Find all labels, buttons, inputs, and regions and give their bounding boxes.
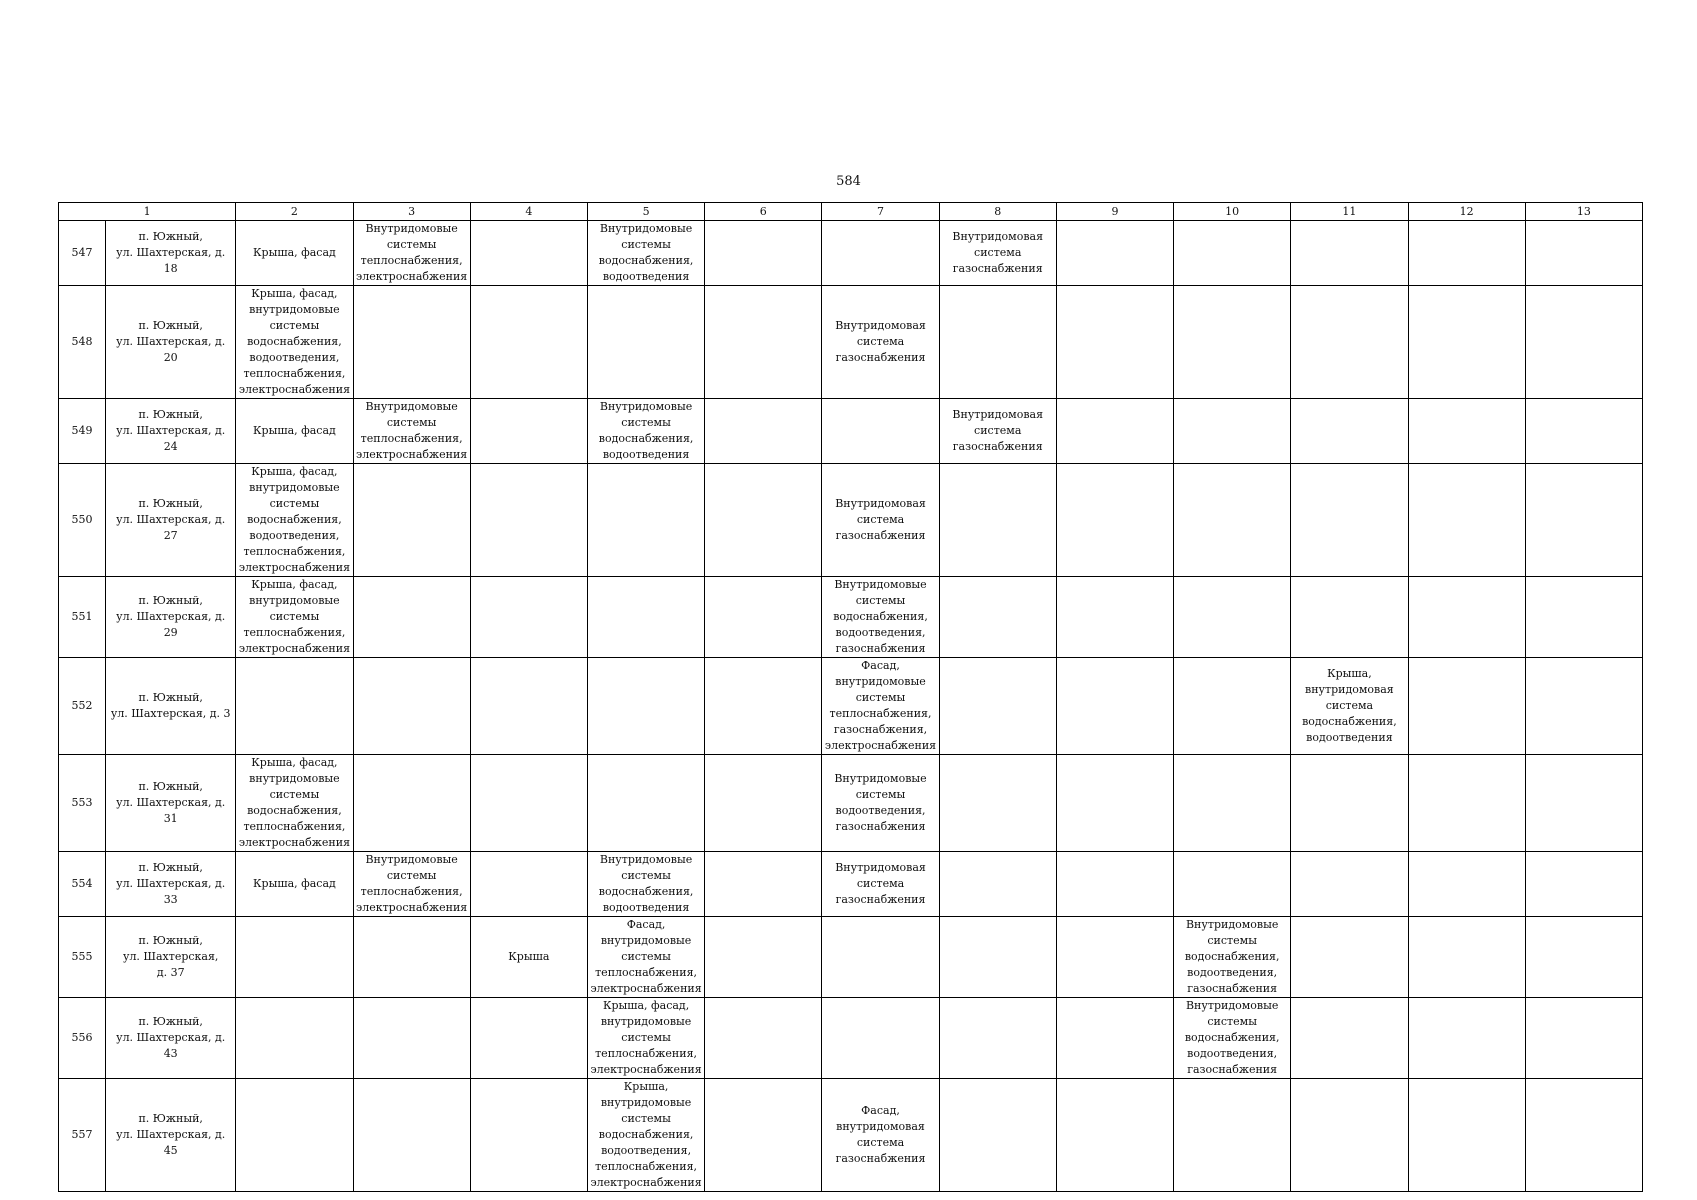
period-cell-col-6 [705,917,822,998]
period-cell-col-11 [1291,577,1408,658]
period-cell-col-9 [1056,658,1173,755]
period-cell-col-7: Фасад, внутридомовые системы теплоснабжения, газоснабжения, электроснабжения [822,658,939,755]
table-row [59,852,1643,917]
address-cell: п. Южный, ул. Шахтерская, д. 33 [106,852,236,917]
period-cell-col-2: Крыша, фасад [236,399,353,464]
period-cell-col-11 [1291,399,1408,464]
period-cell-col-9 [1056,221,1173,286]
period-cell-col-12 [1408,998,1525,1079]
period-cell-col-5: Внутридомовые системы водоснабжения, водоотведения [587,852,704,917]
period-cell-col-5: Внутридомовые системы водоснабжения, водоотведения [587,221,704,286]
period-cell-col-10 [1174,577,1291,658]
period-cell-col-6 [705,658,822,755]
period-cell-col-4 [470,399,587,464]
column-header-13: 13 [1525,203,1642,221]
address-cell: п. Южный, ул. Шахтерская, д. 31 [106,755,236,852]
period-cell-col-4 [470,577,587,658]
period-cell-col-9 [1056,998,1173,1079]
address-cell: п. Южный, ул. Шахтерская, д. 43 [106,998,236,1079]
period-cell-col-8: Внутридомовая система газоснабжения [939,399,1056,464]
period-cell-col-5 [587,464,704,577]
period-cell-col-11 [1291,755,1408,852]
period-cell-col-6 [705,852,822,917]
period-cell-col-7: Внутридомовая система газоснабжения [822,286,939,399]
period-cell-col-2: Крыша, фасад, внутридомовые системы теплоснабжения, электроснабжения [236,577,353,658]
row-number-cell: 554 [59,852,106,917]
period-cell-col-5: Крыша, фасад, внутридомовые системы теплоснабжения, электроснабжения [587,998,704,1079]
period-cell-col-9 [1056,464,1173,577]
period-cell-col-4 [470,755,587,852]
period-cell-col-13 [1525,658,1642,755]
period-cell-col-5 [587,658,704,755]
period-cell-col-9 [1056,1079,1173,1192]
period-cell-col-11: Крыша, внутридомовая система водоснабжения, водоотведения [1291,658,1408,755]
period-cell-col-3 [353,658,470,755]
period-cell-col-3: Внутридомовые системы теплоснабжения, электроснабжения [353,221,470,286]
period-cell-col-9 [1056,917,1173,998]
column-header-8: 8 [939,203,1056,221]
period-cell-col-7: Фасад, внутридомовая система газоснабжения [822,1079,939,1192]
period-cell-col-9 [1056,577,1173,658]
page-number: 584 [836,174,861,189]
period-cell-col-10 [1174,464,1291,577]
period-cell-col-3 [353,917,470,998]
table-row [59,917,1643,998]
column-header-9: 9 [1056,203,1173,221]
period-cell-col-4 [470,852,587,917]
period-cell-col-12 [1408,1079,1525,1192]
period-cell-col-3 [353,577,470,658]
period-cell-col-12 [1408,917,1525,998]
column-header-10: 10 [1174,203,1291,221]
period-cell-col-13 [1525,399,1642,464]
period-cell-col-8 [939,998,1056,1079]
period-cell-col-7 [822,221,939,286]
period-cell-col-10: Внутридомовые системы водоснабжения, водоотведения, газоснабжения [1174,998,1291,1079]
period-cell-col-9 [1056,755,1173,852]
period-cell-col-12 [1408,658,1525,755]
row-number-cell: 552 [59,658,106,755]
period-cell-col-7 [822,917,939,998]
period-cell-col-4 [470,286,587,399]
column-header-7: 7 [822,203,939,221]
period-cell-col-6 [705,464,822,577]
period-cell-col-12 [1408,399,1525,464]
period-cell-col-13 [1525,1079,1642,1192]
period-cell-col-6 [705,286,822,399]
period-cell-col-6 [705,577,822,658]
period-cell-col-13 [1525,221,1642,286]
table-row [59,399,1643,464]
address-cell: п. Южный, ул. Шахтерская, д. 27 [106,464,236,577]
period-cell-col-4 [470,998,587,1079]
period-cell-col-2: Крыша, фасад [236,852,353,917]
period-cell-col-3 [353,1079,470,1192]
period-cell-col-13 [1525,755,1642,852]
period-cell-col-13 [1525,464,1642,577]
period-cell-col-11 [1291,1079,1408,1192]
repair-schedule-table [58,202,1643,1192]
period-cell-col-6 [705,998,822,1079]
period-cell-col-12 [1408,464,1525,577]
address-cell: п. Южный, ул. Шахтерская, д. 24 [106,399,236,464]
row-number-cell: 555 [59,917,106,998]
period-cell-col-8 [939,852,1056,917]
period-cell-col-2: Крыша, фасад, внутридомовые системы водоснабжения, водоотведения, теплоснабжения, электроснабжения [236,286,353,399]
period-cell-col-10 [1174,286,1291,399]
period-cell-col-8: Внутридомовая система газоснабжения [939,221,1056,286]
period-cell-col-6 [705,1079,822,1192]
header-row [59,203,1643,221]
period-cell-col-10 [1174,755,1291,852]
table-row [59,998,1643,1079]
table-row [59,221,1643,286]
period-cell-col-2 [236,1079,353,1192]
period-cell-col-2: Крыша, фасад, внутридомовые системы водоснабжения, водоотведения, теплоснабжения, электроснабжения [236,464,353,577]
period-cell-col-13 [1525,577,1642,658]
period-cell-col-3 [353,286,470,399]
period-cell-col-6 [705,221,822,286]
address-cell: п. Южный, ул. Шахтерская, д. 3 [106,658,236,755]
period-cell-col-10 [1174,852,1291,917]
period-cell-col-10 [1174,1079,1291,1192]
period-cell-col-8 [939,917,1056,998]
period-cell-col-11 [1291,852,1408,917]
period-cell-col-5 [587,755,704,852]
period-cell-col-11 [1291,464,1408,577]
table-row [59,286,1643,399]
period-cell-col-5 [587,286,704,399]
row-number-cell: 556 [59,998,106,1079]
period-cell-col-12 [1408,221,1525,286]
period-cell-col-2 [236,658,353,755]
table-row [59,658,1643,755]
period-cell-col-4 [470,658,587,755]
period-cell-col-5 [587,577,704,658]
period-cell-col-12 [1408,852,1525,917]
table-row [59,1079,1643,1192]
period-cell-col-4 [470,464,587,577]
address-cell: п. Южный, ул. Шахтерская, д. 29 [106,577,236,658]
column-header-6: 6 [705,203,822,221]
period-cell-col-13 [1525,998,1642,1079]
row-number-cell: 549 [59,399,106,464]
period-cell-col-3 [353,998,470,1079]
row-number-cell: 551 [59,577,106,658]
table-body [59,221,1643,1192]
column-header-4: 4 [470,203,587,221]
period-cell-col-5: Крыша, внутридомовые системы водоснабжения, водоотведения, теплоснабжения, электроснабжения [587,1079,704,1192]
period-cell-col-2: Крыша, фасад, внутридомовые системы водоснабжения, теплоснабжения, электроснабжения [236,755,353,852]
period-cell-col-13 [1525,852,1642,917]
row-number-cell: 547 [59,221,106,286]
period-cell-col-7: Внутридомовые системы водоснабжения, водоотведения, газоснабжения [822,577,939,658]
period-cell-col-10: Внутридомовые системы водоснабжения, водоотведения, газоснабжения [1174,917,1291,998]
address-cell: п. Южный, ул. Шахтерская, д. 37 [106,917,236,998]
period-cell-col-2: Крыша, фасад [236,221,353,286]
period-cell-col-2 [236,917,353,998]
period-cell-col-10 [1174,221,1291,286]
period-cell-col-3 [353,464,470,577]
period-cell-col-3 [353,755,470,852]
column-header-3: 3 [353,203,470,221]
period-cell-col-13 [1525,286,1642,399]
period-cell-col-8 [939,1079,1056,1192]
column-header-5: 5 [587,203,704,221]
row-number-cell: 548 [59,286,106,399]
period-cell-col-12 [1408,755,1525,852]
table-row [59,577,1643,658]
period-cell-col-12 [1408,577,1525,658]
period-cell-col-9 [1056,286,1173,399]
column-header-2: 2 [236,203,353,221]
period-cell-col-9 [1056,852,1173,917]
column-header-12: 12 [1408,203,1525,221]
address-cell: п. Южный, ул. Шахтерская, д. 45 [106,1079,236,1192]
period-cell-col-13 [1525,917,1642,998]
period-cell-col-11 [1291,917,1408,998]
row-number-cell: 553 [59,755,106,852]
period-cell-col-7 [822,399,939,464]
period-cell-col-8 [939,658,1056,755]
period-cell-col-4 [470,221,587,286]
period-cell-col-8 [939,464,1056,577]
period-cell-col-3: Внутридомовые системы теплоснабжения, электроснабжения [353,852,470,917]
period-cell-col-9 [1056,399,1173,464]
row-number-cell: 550 [59,464,106,577]
period-cell-col-2 [236,998,353,1079]
period-cell-col-11 [1291,998,1408,1079]
period-cell-col-4 [470,1079,587,1192]
column-header-11: 11 [1291,203,1408,221]
period-cell-col-12 [1408,286,1525,399]
period-cell-col-6 [705,399,822,464]
address-cell: п. Южный, ул. Шахтерская, д. 20 [106,286,236,399]
address-cell: п. Южный, ул. Шахтерская, д. 18 [106,221,236,286]
period-cell-col-5: Внутридомовые системы водоснабжения, водоотведения [587,399,704,464]
table-row [59,755,1643,852]
period-cell-col-8 [939,755,1056,852]
period-cell-col-3: Внутридомовые системы теплоснабжения, электроснабжения [353,399,470,464]
period-cell-col-7 [822,998,939,1079]
column-header-1: 1 [59,203,236,221]
table-row [59,464,1643,577]
period-cell-col-11 [1291,221,1408,286]
period-cell-col-6 [705,755,822,852]
row-number-cell: 557 [59,1079,106,1192]
period-cell-col-11 [1291,286,1408,399]
period-cell-col-7: Внутридомовые системы водоотведения, газоснабжения [822,755,939,852]
period-cell-col-7: Внутридомовая система газоснабжения [822,852,939,917]
period-cell-col-4: Крыша [470,917,587,998]
period-cell-col-5: Фасад, внутридомовые системы теплоснабжения, электроснабжения [587,917,704,998]
period-cell-col-10 [1174,399,1291,464]
period-cell-col-8 [939,577,1056,658]
period-cell-col-8 [939,286,1056,399]
period-cell-col-7: Внутридомовая система газоснабжения [822,464,939,577]
period-cell-col-10 [1174,658,1291,755]
